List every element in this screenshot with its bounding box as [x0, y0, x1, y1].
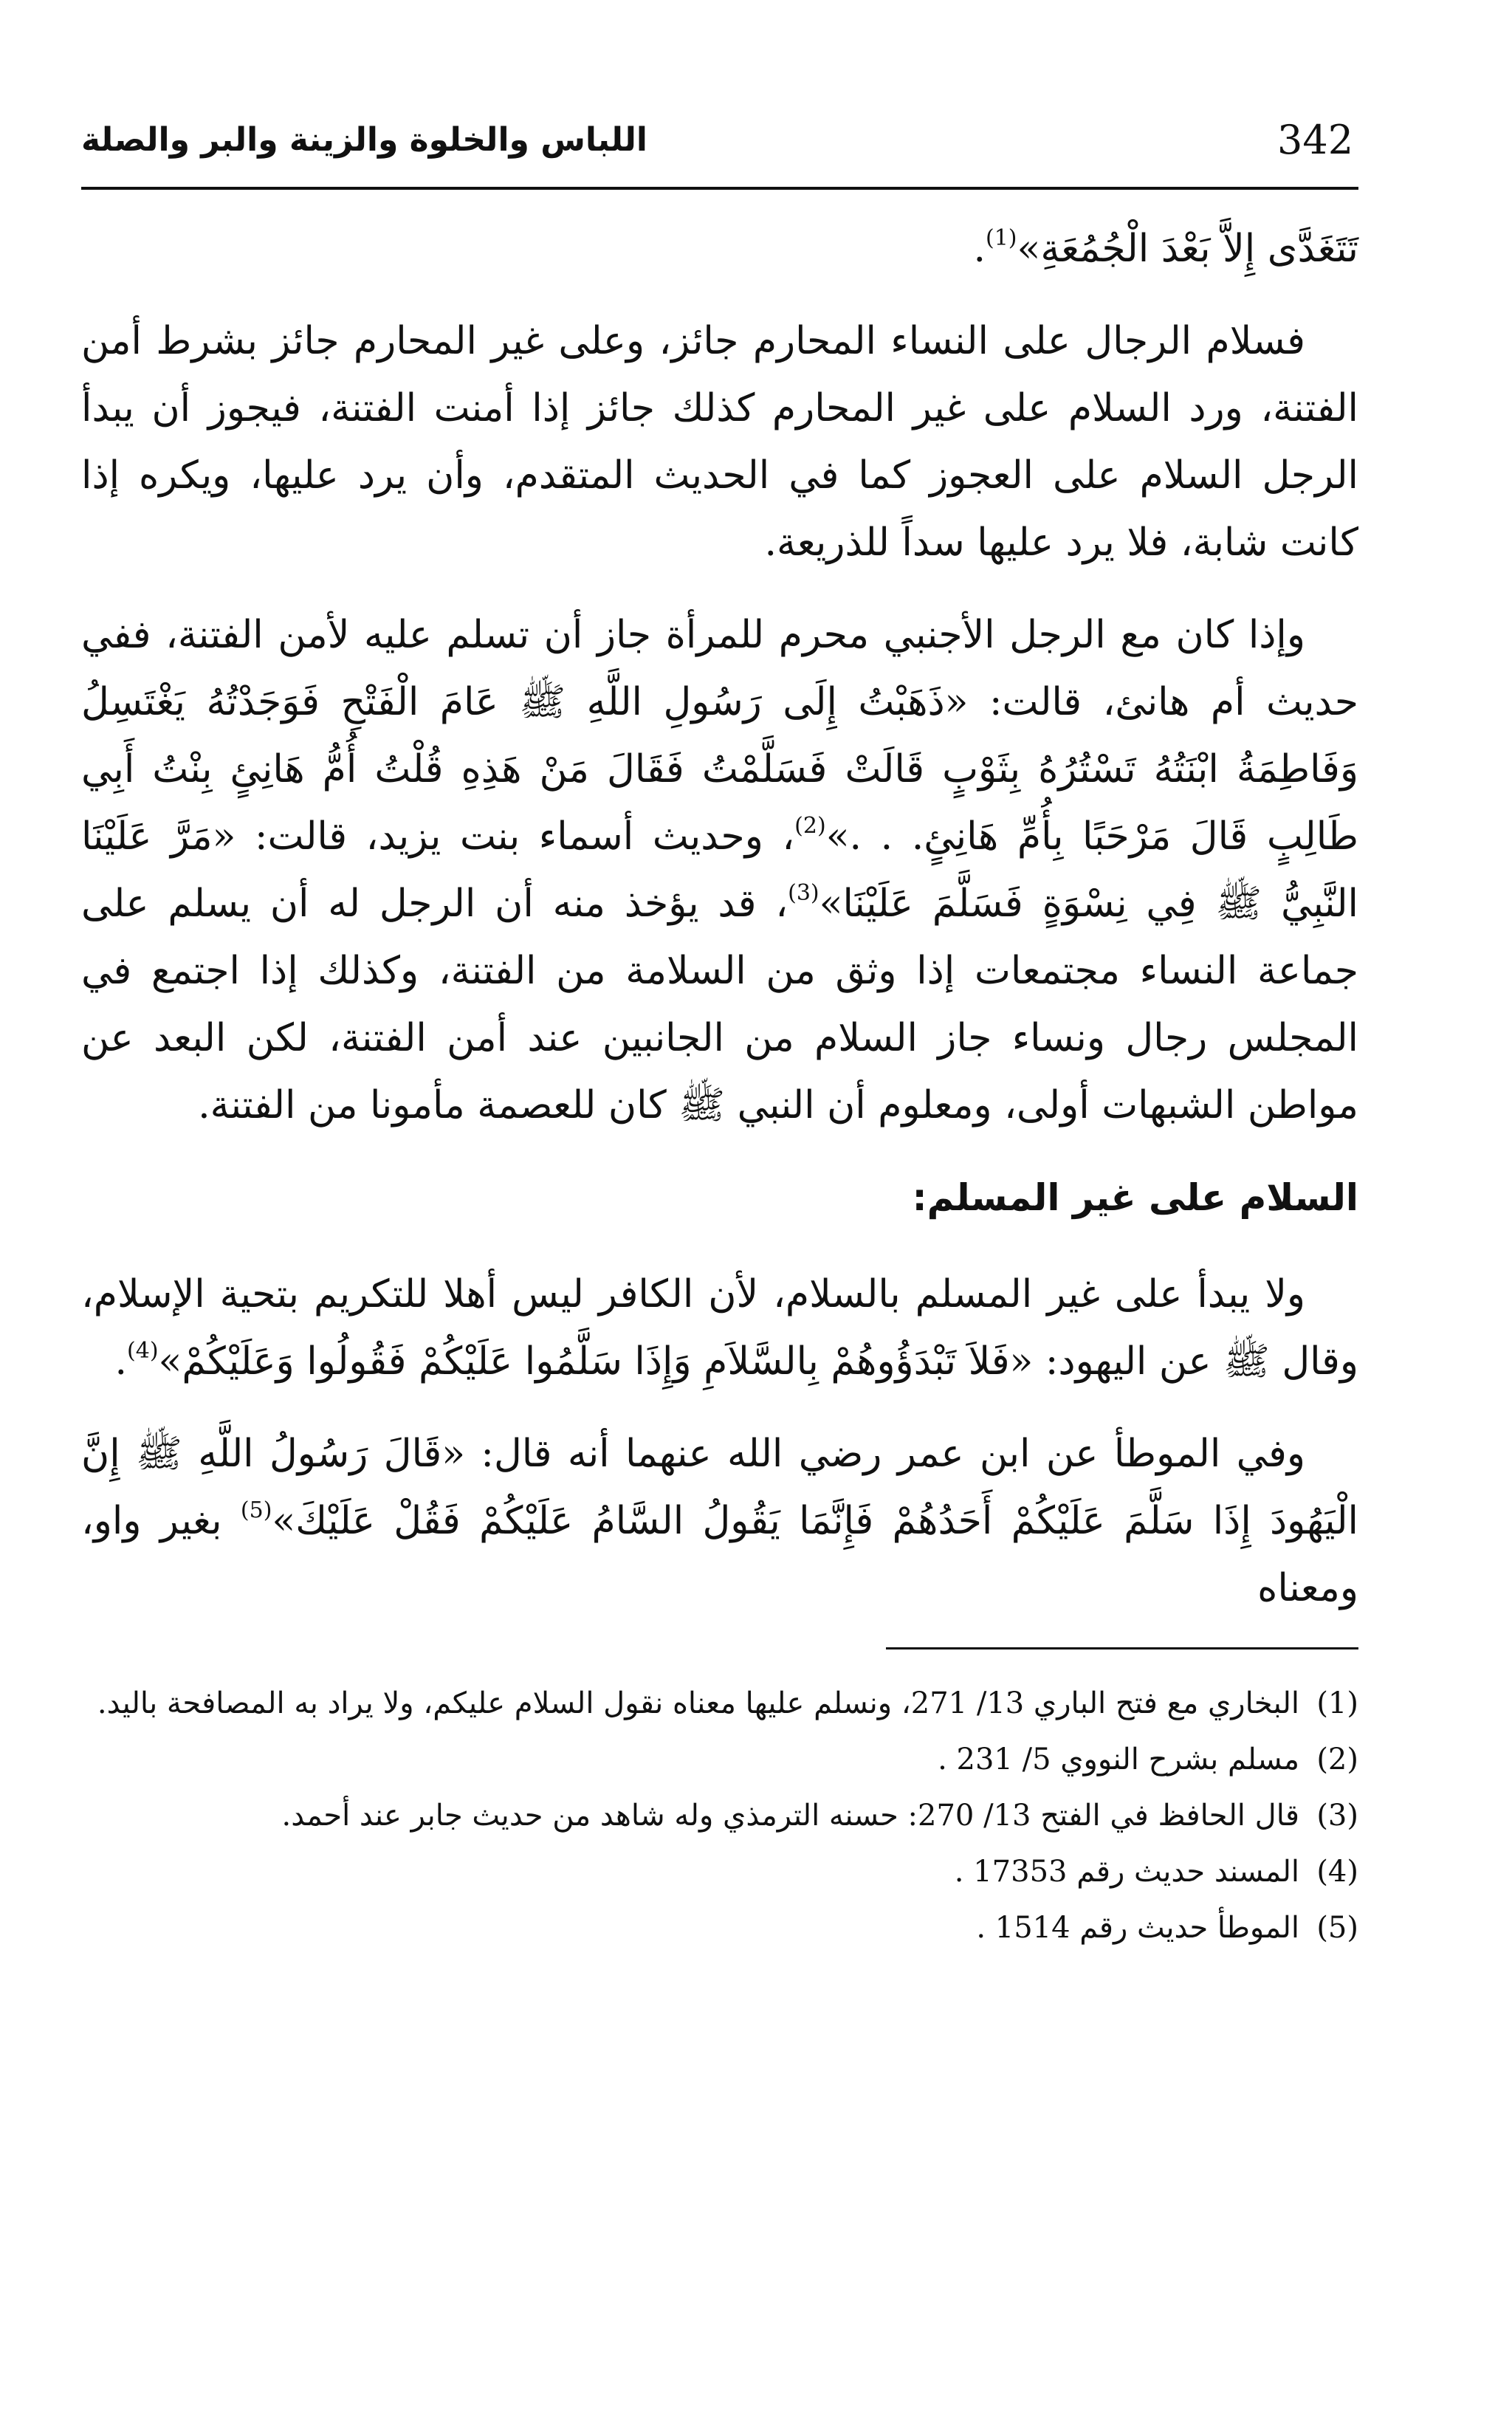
footnote-5 [81, 1903, 1358, 1952]
paragraph-2-text-b: ، وحديث أسماء بنت يزيد، قالت: [236, 814, 795, 859]
hadith-quote: «فَلاَ تَبْدَؤُوهُمْ بِالسَّلاَمِ وَإِذَا سَلَّمُوا عَلَيْكُمْ فَقُولُوا وَعَلَيْكُمْ» [158, 1339, 1034, 1384]
footnote-number: (3) [1316, 1799, 1358, 1833]
book-page [81, 111, 1358, 2311]
hadith-quote: «مَرَّ عَلَيْنَا النَّبِيُّ ﷺ فِي نِسْوَةٍ فَسَلَّمَ عَلَيْنَا» [81, 814, 1358, 926]
paragraph-2-text-a: وإذا كان مع الرجل الأجنبي محرم للمرأة جاز أن تسلم عليه لأمن الفتنة، ففي حديث أم هانئ، قالت: [81, 613, 1358, 724]
footnote-text: الموطأ حديث رقم 1514 . [976, 1911, 1299, 1945]
page-number: 342 [1277, 117, 1354, 163]
paragraph-2 [81, 602, 1358, 1139]
footnote-text: البخاري مع فتح الباري 13/ 271، ونسلم عليها معناه نقول السلام عليكم، ولا يراد به المصافحة باليد. [97, 1686, 1299, 1720]
hadith-quote: «قَالَ رَسُولُ اللَّهِ ﷺ إِنَّ الْيَهُودَ إِذَا سَلَّمَ عَلَيْكُمْ أَحَدُهُمْ فَإِنَّمَا يَقُولُ السَّامُ عَلَيْكُمْ فَقُلْ عَلَيْكَ» [81, 1432, 1358, 1543]
paragraph-1 [81, 308, 1358, 577]
footnote-4 [81, 1847, 1358, 1896]
footnote-number: (2) [1316, 1743, 1358, 1776]
hadith-quote: «ذَهَبْتُ إِلَى رَسُولِ اللَّهِ ﷺ عَامَ الْفَتْحِ فَوَجَدْتُهُ يَغْتَسِلُ وَفَاطِمَةُ ابْنَتُهُ تَسْتُرُهُ بِثَوْبٍ قَالَتْ فَسَلَّمْتُ فَقَالَ مَنْ هَذِهِ قُلْتُ أُمُّ هَانِئٍ بِنْتُ أَبِي طَالِبٍ قَالَ مَرْحَبًا بِأُمِّ هَانِئٍ. . .» [81, 680, 1358, 859]
header-rule [81, 187, 1358, 190]
footnote-ref: (1) [985, 225, 1017, 251]
footnote-number: (1) [1316, 1686, 1358, 1720]
footnote-ref: (4) [127, 1338, 159, 1364]
footnote-rule [886, 1647, 1358, 1649]
footnote-text: مسلم بشرح النووي 5/ 231 . [938, 1743, 1299, 1776]
paragraph-3-text: ولا يبدأ على غير المسلم بالسلام، لأن الكافر ليس أهلا للتكريم بتحية الإسلام، وقال ﷺ عن اليهود: [81, 1272, 1358, 1384]
paragraph-4 [81, 1421, 1358, 1622]
paragraph-2-text-c: ، قد يؤخذ منه أن الرجل له أن يسلم على جماعة النساء مجتمعات إذا وثق من السلامة من الفتنة، وكذلك إذا اجتمع في المجلس رجال ونساء جاز السلام من الجانبين عند أمن الفتنة، لكن البعد عن مواطن الشبهات أولى، ومعلوم أن النبي ﷺ كان للعصمة مأمونا من الفتنة. [81, 882, 1358, 1127]
footnote-number: (5) [1316, 1911, 1358, 1945]
paragraph-1-text: فسلام الرجال على النساء المحارم جائز، وعلى غير المحارم جائز بشرط أمن الفتنة، ورد السلام على غير المحارم كذلك جائز إذا أمنت الفتنة، فيجوز أن يبدأ الرجل السلام على العجوز كما في الحديث المتقدم، وأن يرد عليها، ويكره إذا كانت شابة، فلا يرد عليها سداً للذريعة. [81, 319, 1358, 565]
footnote-2 [81, 1735, 1358, 1784]
footnote-3 [81, 1791, 1358, 1840]
period: . [973, 227, 986, 271]
footnote-ref: (3) [788, 880, 819, 906]
footnote-ref: (5) [240, 1497, 272, 1523]
paragraph-4-text-b: بغير واو، ومعناه [81, 1499, 1358, 1610]
period: . [114, 1339, 127, 1384]
footnote-text: قال الحافظ في الفتح 13/ 270: حسنه الترمذي وله شاهد من حديث جابر عند أحمد. [281, 1799, 1299, 1833]
page-header [81, 111, 1358, 199]
paragraph-3 [81, 1261, 1358, 1395]
section-heading: السلام على غير المسلم: [912, 1176, 1358, 1219]
continued-line [81, 216, 1358, 283]
footnotes [81, 1679, 1358, 1952]
running-title: اللباس والخلوة والزينة والبر والصلة [81, 121, 647, 159]
footnote-1 [81, 1679, 1358, 1728]
hadith-quote: تَتَغَدَّى إِلاَّ بَعْدَ الْجُمُعَةِ» [1017, 227, 1358, 271]
paragraph-4-text-a: وفي الموطأ عن ابن عمر رضي الله عنهما أنه قال: [465, 1432, 1305, 1476]
footnote-text: المسند حديث رقم 17353 . [954, 1855, 1299, 1889]
main-text [81, 216, 1358, 1622]
footnote-ref: (2) [794, 813, 826, 839]
footnote-number: (4) [1316, 1855, 1358, 1889]
